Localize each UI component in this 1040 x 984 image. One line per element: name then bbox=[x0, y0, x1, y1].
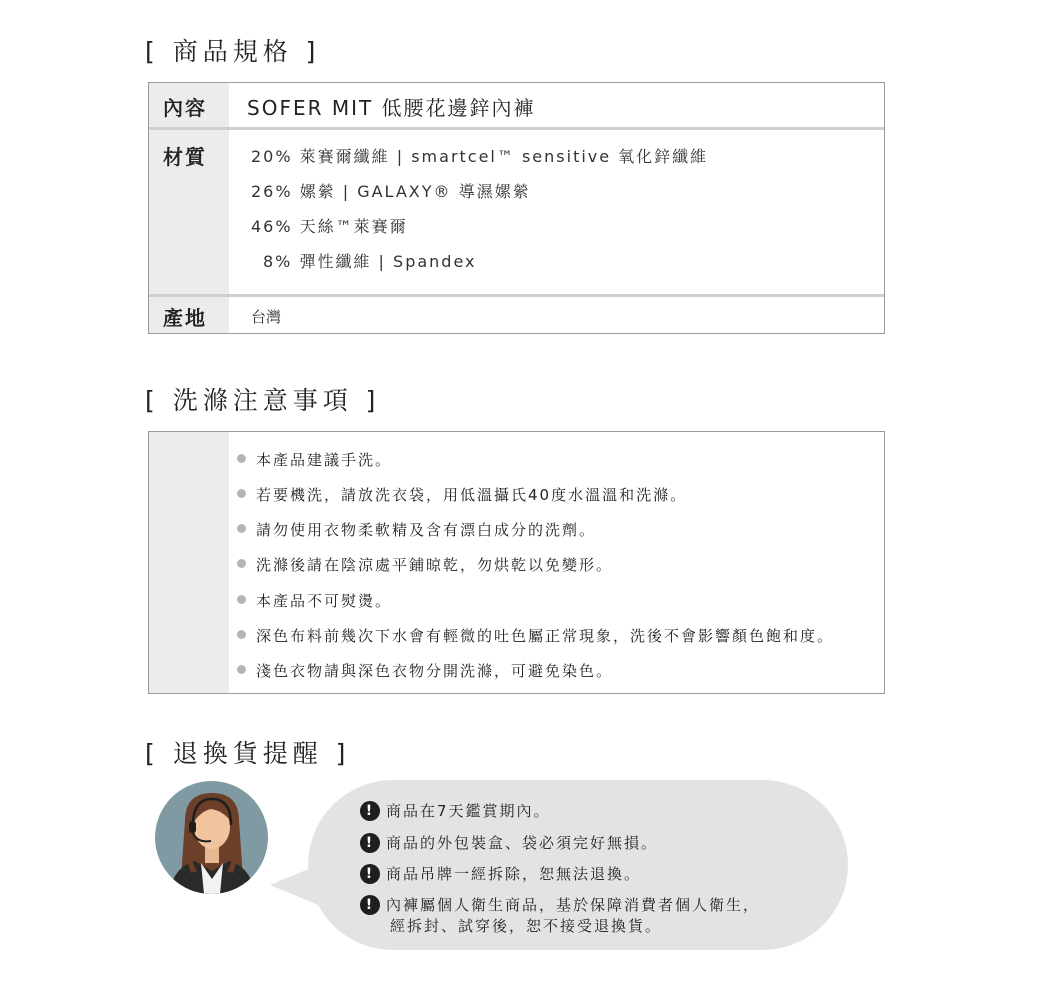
product-name: SOFER MIT 低腰花邊鋅內褲 bbox=[247, 96, 536, 120]
material-line: 8% 彈性纖維 | Spandex bbox=[263, 252, 477, 271]
wash-label-column bbox=[149, 432, 229, 693]
wash-item-text: 淺色衣物請與深色衣物分開洗滌，可避免染色。 bbox=[256, 662, 614, 680]
wash-item bbox=[237, 449, 392, 470]
return-notice bbox=[360, 832, 658, 854]
wash-item-text: 本產品建議手洗。 bbox=[256, 451, 393, 469]
bullet-icon bbox=[237, 524, 246, 533]
content-label: 內容 bbox=[163, 96, 207, 120]
spec-divider bbox=[149, 294, 884, 297]
wash-item-text: 洗滌後請在陰涼處平鋪晾乾，勿烘乾以免變形。 bbox=[256, 556, 614, 574]
return-notice bbox=[360, 863, 641, 885]
return-notice-text: 商品的外包裝盒、袋必須完好無損。 bbox=[386, 834, 659, 852]
bullet-icon bbox=[237, 665, 246, 674]
return-notice-text: 商品在7天鑑賞期內。 bbox=[386, 802, 551, 820]
wash-item-text: 深色布料前幾次下水會有輕微的吐色屬正常現象，洗後不會影響顏色飽和度。 bbox=[256, 627, 835, 645]
spec-section-title: [ 商品規格 ] bbox=[145, 37, 321, 66]
bullet-icon bbox=[237, 630, 246, 639]
wash-table bbox=[148, 431, 885, 694]
return-notice-text: 商品吊牌一經拆除，恕無法退換。 bbox=[386, 865, 642, 883]
wash-item-text: 請勿使用衣物柔軟精及含有漂白成分的洗劑。 bbox=[256, 521, 597, 539]
bullet-icon bbox=[237, 489, 246, 498]
exclamation-icon: ! bbox=[360, 833, 380, 853]
wash-item bbox=[237, 660, 613, 681]
bullet-icon bbox=[237, 454, 246, 463]
exclamation-icon: ! bbox=[360, 864, 380, 884]
customer-service-avatar-icon bbox=[155, 781, 268, 894]
return-notice bbox=[360, 800, 551, 822]
wash-item bbox=[237, 484, 687, 505]
return-notice-text: 內褲屬個人衛生商品，基於保障消費者個人衛生， bbox=[386, 896, 761, 914]
material-line: 26% 嫘縈 | GALAXY® 導濕嫘縈 bbox=[251, 182, 531, 201]
wash-item bbox=[237, 519, 596, 540]
bullet-icon bbox=[237, 559, 246, 568]
wash-item bbox=[237, 590, 392, 611]
material-label: 材質 bbox=[163, 145, 207, 169]
origin-label: 產地 bbox=[163, 306, 207, 330]
wash-item-text: 本產品不可熨燙。 bbox=[256, 592, 393, 610]
exclamation-icon: ! bbox=[360, 801, 380, 821]
wash-item bbox=[237, 554, 613, 575]
material-line: 46% 天絲™萊賽爾 bbox=[251, 217, 408, 236]
bullet-icon bbox=[237, 595, 246, 604]
spec-table bbox=[148, 82, 885, 334]
material-line: 20% 萊賽爾纖維 | smartcel™ sensitive 氧化鋅纖維 bbox=[251, 147, 709, 166]
wash-section-title: [ 洗滌注意事項 ] bbox=[145, 386, 381, 415]
return-notice bbox=[360, 894, 760, 916]
origin-value: 台灣 bbox=[251, 308, 282, 326]
wash-item-text: 若要機洗，請放洗衣袋，用低溫攝氏40度水溫溫和洗滌。 bbox=[256, 486, 688, 504]
return-notice-continuation: 經拆封、試穿後，恕不接受退換貨。 bbox=[390, 917, 663, 935]
spec-divider bbox=[149, 127, 884, 130]
exclamation-icon: ! bbox=[360, 895, 380, 915]
wash-item bbox=[237, 625, 834, 646]
returns-section-title: [ 退換貨提醒 ] bbox=[145, 739, 351, 768]
